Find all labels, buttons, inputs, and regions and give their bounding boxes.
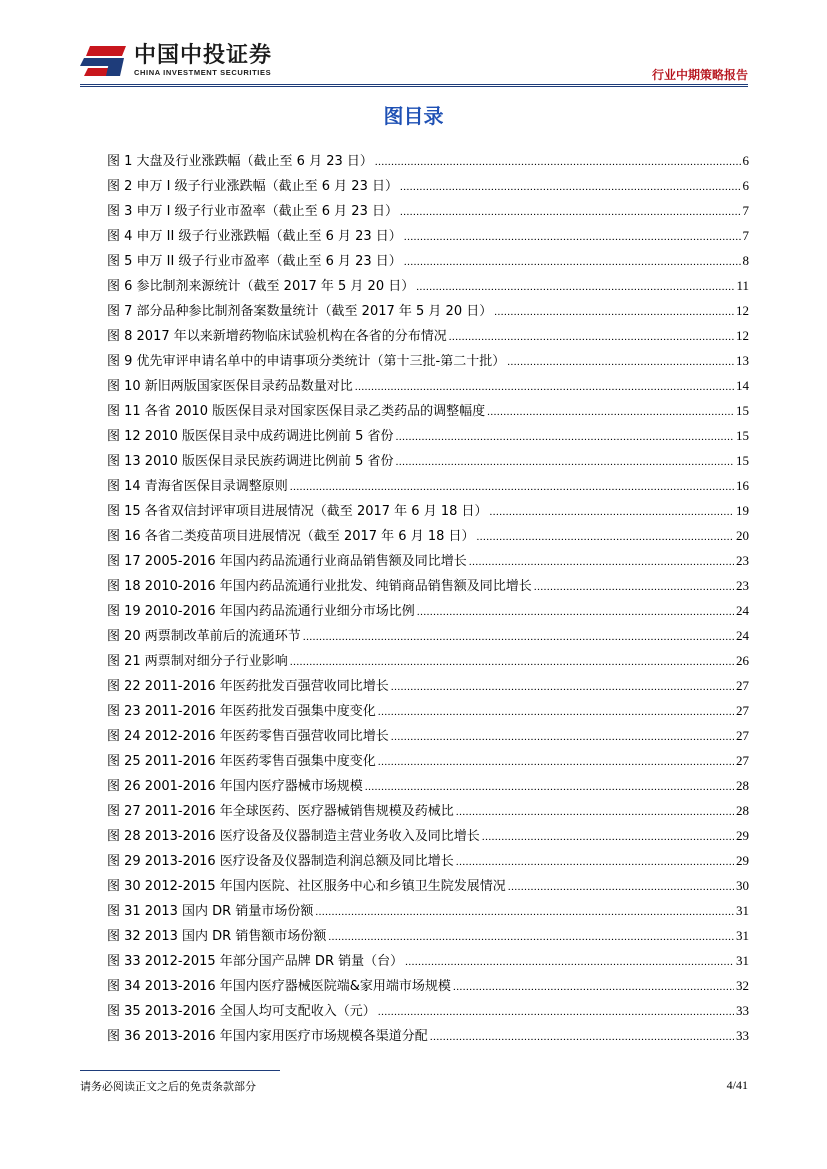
toc-entry-label: 图 29 2013-2016 医疗设备及仪器制造利润总额及同比增长: [107, 854, 454, 869]
toc-entry[interactable]: [107, 975, 749, 1000]
toc-entry-label: 图 34 2013-2016 年国内医疗器械医院端&家用端市场规模: [107, 979, 451, 994]
toc-entry-label: 图 16 各省二类疫苗项目进展情况（截至 2017 年 6 月 18 日）: [107, 529, 475, 544]
logo-mark-icon: [80, 44, 128, 78]
toc-entry-label: 图 8 2017 年以来新增药物临床试验机构在各省的分布情况: [107, 329, 447, 344]
toc-leader-dots: [416, 281, 734, 293]
page-title: 图目录: [383, 104, 444, 128]
toc-entry-page: 19: [736, 503, 749, 518]
toc-leader-dots: [365, 781, 734, 793]
toc-entry[interactable]: [107, 400, 749, 425]
toc-entry[interactable]: [107, 325, 749, 350]
toc-entry-label: 图 31 2013 国内 DR 销量市场份额: [107, 904, 314, 919]
toc-entry-label: 图 13 2010 版医保目录民族药调进比例前 5 省份: [107, 454, 394, 469]
toc-entry-label: 图 14 青海省医保目录调整原则: [107, 479, 288, 494]
toc-entry-label: 图 6 参比制剂来源统计（截至 2017 年 5 月 20 日）: [107, 279, 415, 294]
toc-entry[interactable]: [107, 300, 749, 325]
toc-entry-page: 28: [736, 803, 749, 818]
toc-entry[interactable]: [107, 900, 749, 925]
toc-entry-page: 8: [742, 253, 749, 268]
toc-entry-label: 图 33 2012-2015 年部分国产品牌 DR 销量（台）: [107, 954, 404, 969]
toc-entry-page: 29: [736, 828, 749, 843]
toc-entry-page: 11: [736, 278, 749, 293]
toc-entry[interactable]: [107, 225, 749, 250]
toc-entry-page: 24: [736, 603, 749, 618]
toc-entry[interactable]: [107, 500, 749, 525]
toc-entry-label: 图 26 2001-2016 年国内医疗器械市场规模: [107, 779, 363, 794]
toc-leader-dots: [290, 481, 734, 493]
toc-leader-dots: [303, 631, 734, 643]
toc-leader-dots: [477, 531, 735, 543]
toc-leader-dots: [355, 381, 734, 393]
toc-entry-page: 14: [736, 378, 749, 393]
toc-leader-dots: [507, 356, 734, 368]
toc-entry[interactable]: [107, 275, 749, 300]
toc-entry[interactable]: [107, 775, 749, 800]
toc-entry[interactable]: [107, 425, 749, 450]
toc-leader-dots: [508, 881, 734, 893]
toc-leader-dots: [391, 731, 734, 743]
toc-entry-page: 30: [736, 878, 749, 893]
toc-entry-label: 图 25 2011-2016 年医药零售百强集中度变化: [107, 754, 376, 769]
toc-entry[interactable]: [107, 200, 749, 225]
toc-entry[interactable]: [107, 250, 749, 275]
toc-entry-label: 图 32 2013 国内 DR 销售额市场份额: [107, 929, 327, 944]
toc-entry-page: 33: [736, 1003, 749, 1018]
toc-leader-dots: [400, 206, 741, 218]
toc-entry-page: 23: [736, 553, 749, 568]
toc-entry-page: 31: [736, 953, 749, 968]
toc-entry-label: 图 30 2012-2015 年国内医院、社区服务中心和乡镇卫生院发展情况: [107, 879, 506, 894]
toc-entry-label: 图 5 申万 II 级子行业市盈率（截止至 6 月 23 日）: [107, 254, 402, 269]
toc-leader-dots: [469, 556, 734, 568]
toc-entry-page: 24: [736, 628, 749, 643]
toc-leader-dots: [494, 306, 734, 318]
toc-entry[interactable]: [107, 675, 749, 700]
toc-leader-dots: [378, 706, 734, 718]
page-number: 4/41: [726, 1078, 748, 1092]
toc-entry-label: 图 35 2013-2016 全国人均可支配收入（元）: [107, 1004, 376, 1019]
toc-entry-page: 31: [736, 903, 749, 918]
toc-leader-dots: [534, 581, 734, 593]
toc-entry[interactable]: [107, 850, 749, 875]
header-divider-secondary: [80, 86, 748, 87]
toc-entry-label: 图 28 2013-2016 医疗设备及仪器制造主营业务收入及同比增长: [107, 829, 480, 844]
toc-leader-dots: [378, 1006, 734, 1018]
toc-entry-page: 23: [736, 578, 749, 593]
toc-leader-dots: [490, 506, 735, 518]
toc-leader-dots: [290, 656, 734, 668]
toc-entry-label: 图 3 申万 I 级子行业市盈率（截止至 6 月 23 日）: [107, 204, 398, 219]
toc-entry-page: 33: [736, 1028, 749, 1043]
toc-entry[interactable]: [107, 725, 749, 750]
toc-entry-page: 12: [736, 303, 749, 318]
toc-entry[interactable]: [107, 175, 749, 200]
toc-entry-label: 图 22 2011-2016 年医药批发百强营收同比增长: [107, 679, 389, 694]
page-header: [80, 44, 748, 84]
toc-leader-dots: [328, 931, 734, 943]
footer-divider: [80, 1070, 280, 1071]
toc-entry[interactable]: [107, 150, 749, 175]
toc-leader-dots: [378, 756, 734, 768]
toc-entry-page: 32: [736, 978, 749, 993]
toc-entry-label: 图 18 2010-2016 年国内药品流通行业批发、纯销商品销售额及同比增长: [107, 579, 532, 594]
toc-leader-dots: [396, 456, 734, 468]
company-name-cn: 中国中投证券: [134, 43, 273, 68]
toc-entry[interactable]: [107, 925, 749, 950]
toc-entry-page: 12: [736, 328, 749, 343]
toc-entry-page: 7: [742, 203, 749, 218]
toc-entry-label: 图 12 2010 版医保目录中成药调进比例前 5 省份: [107, 429, 394, 444]
toc-entry[interactable]: [107, 1000, 749, 1025]
toc-entry[interactable]: [107, 625, 749, 650]
toc-entry-label: 图 7 部分品种参比制剂备案数量统计（截至 2017 年 5 月 20 日）: [107, 304, 493, 319]
toc-leader-dots: [456, 806, 734, 818]
toc-entry-label: 图 36 2013-2016 年国内家用医疗市场规模各渠道分配: [107, 1029, 428, 1044]
toc-entry-page: 27: [736, 753, 749, 768]
toc-entry-label: 图 23 2011-2016 年医药批发百强集中度变化: [107, 704, 376, 719]
toc-entry-page: 6: [742, 153, 749, 168]
toc-entry-label: 图 1 大盘及行业涨跌幅（截止至 6 月 23 日）: [107, 154, 373, 169]
toc-leader-dots: [404, 231, 741, 243]
toc-entry-label: 图 10 新旧两版国家医保目录药品数量对比: [107, 379, 353, 394]
toc-entry[interactable]: [107, 825, 749, 850]
toc-entry-label: 图 27 2011-2016 年全球医药、医疗器械销售规模及药械比: [107, 804, 454, 819]
toc-entry-page: 26: [736, 653, 749, 668]
toc-entry-page: 6: [742, 178, 749, 193]
toc-entry[interactable]: [107, 650, 749, 675]
toc-leader-dots: [449, 331, 734, 343]
toc-entry-page: 15: [736, 428, 749, 443]
toc-entry[interactable]: [107, 800, 749, 825]
figure-list: [107, 150, 749, 1050]
toc-entry-page: 13: [736, 353, 749, 368]
toc-entry-page: 15: [736, 453, 749, 468]
toc-entry[interactable]: [107, 550, 749, 575]
toc-entry[interactable]: [107, 950, 749, 975]
toc-entry[interactable]: [107, 525, 749, 550]
toc-leader-dots: [453, 981, 734, 993]
toc-entry-label: 图 15 各省双信封评审项目进展情况（截至 2017 年 6 月 18 日）: [107, 504, 488, 519]
toc-leader-dots: [404, 256, 741, 268]
toc-entry-page: 31: [736, 928, 749, 943]
company-logo: [80, 44, 272, 78]
company-name-en: CHINA INVESTMENT SECURITIES: [134, 68, 272, 77]
header-divider: [80, 84, 748, 85]
toc-entry[interactable]: [107, 450, 749, 475]
toc-entry-label: 图 20 两票制改革前后的流通环节: [107, 629, 301, 644]
toc-entry[interactable]: [107, 600, 749, 625]
toc-entry-label: 图 21 两票制对细分子行业影响: [107, 654, 288, 669]
toc-entry-page: 7: [742, 228, 749, 243]
toc-leader-dots: [417, 606, 734, 618]
toc-entry-label: 图 2 申万 I 级子行业涨跌幅（截止至 6 月 23 日）: [107, 179, 398, 194]
toc-entry-page: 29: [736, 853, 749, 868]
toc-entry[interactable]: [107, 750, 749, 775]
toc-entry-page: 27: [736, 703, 749, 718]
toc-entry-label: 图 9 优先审评申请名单中的申请事项分类统计（第十三批-第二十批）: [107, 354, 506, 369]
toc-entry-page: 27: [736, 678, 749, 693]
toc-leader-dots: [430, 1031, 734, 1043]
toc-entry-label: 图 11 各省 2010 版医保目录对国家医保目录乙类药品的调整幅度: [107, 404, 486, 419]
report-type: 行业中期策略报告: [651, 68, 748, 82]
toc-entry-label: 图 19 2010-2016 年国内药品流通行业细分市场比例: [107, 604, 415, 619]
toc-entry[interactable]: [107, 875, 749, 900]
toc-entry[interactable]: [107, 1025, 749, 1050]
toc-entry-page: 15: [736, 403, 749, 418]
toc-entry[interactable]: [107, 375, 749, 400]
toc-leader-dots: [396, 431, 734, 443]
toc-leader-dots: [456, 856, 734, 868]
toc-entry[interactable]: [107, 475, 749, 500]
toc-leader-dots: [405, 956, 734, 968]
toc-leader-dots: [375, 156, 741, 168]
toc-entry[interactable]: [107, 350, 749, 375]
toc-leader-dots: [400, 181, 741, 193]
toc-leader-dots: [482, 831, 734, 843]
toc-entry-page: 27: [736, 728, 749, 743]
toc-entry-label: 图 24 2012-2016 年医药零售百强营收同比增长: [107, 729, 389, 744]
toc-leader-dots: [391, 681, 734, 693]
toc-entry-page: 16: [736, 478, 749, 493]
toc-entry-page: 20: [736, 528, 749, 543]
footer-disclaimer: 请务必阅读正文之后的免责条款部分: [80, 1080, 256, 1093]
toc-entry-label: 图 4 申万 II 级子行业涨跌幅（截止至 6 月 23 日）: [107, 229, 402, 244]
toc-entry[interactable]: [107, 575, 749, 600]
toc-entry-page: 28: [736, 778, 749, 793]
toc-leader-dots: [487, 406, 734, 418]
toc-leader-dots: [315, 906, 734, 918]
toc-entry[interactable]: [107, 700, 749, 725]
toc-entry-label: 图 17 2005-2016 年国内药品流通行业商品销售额及同比增长: [107, 554, 467, 569]
